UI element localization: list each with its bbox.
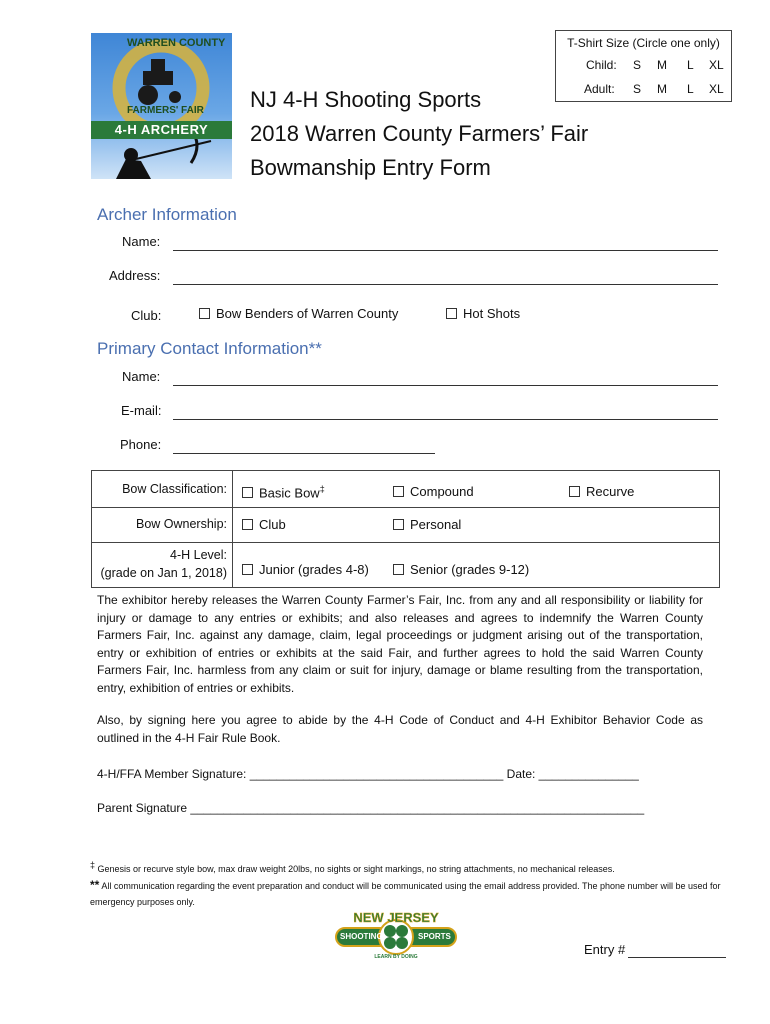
tshirt-header: T-Shirt Size (Circle one only) bbox=[567, 36, 720, 50]
ownership-option-label: Club bbox=[259, 517, 286, 532]
logo-band-text: 4-H ARCHERY bbox=[114, 122, 209, 137]
tshirt-size-option[interactable]: M bbox=[657, 82, 667, 96]
entry-number-field[interactable] bbox=[628, 957, 726, 958]
club-label: Club: bbox=[131, 308, 162, 323]
classification-option-label: Compound bbox=[410, 484, 474, 499]
classification-option-compound[interactable] bbox=[393, 484, 474, 499]
club-option-label: Bow Benders of Warren County bbox=[216, 306, 399, 321]
classification-option-basic-bow[interactable] bbox=[242, 484, 325, 500]
member-signature-line[interactable]: 4-H/FFA Member Signature: ______________________________________ Date: _______________ bbox=[97, 767, 639, 781]
bow-classification-label: Bow Classification: bbox=[122, 482, 227, 496]
code-of-conduct-paragraph: Also, by signing here you agree to abide by the 4-H Code of Conduct and 4-H Exhibitor Behavior Code as outlined in the 4-H Fair Rule Book. bbox=[97, 713, 703, 745]
bow-ownership-label: Bow Ownership: bbox=[135, 517, 227, 531]
logo-ring-bottom: FARMERS' FAIR bbox=[127, 105, 204, 116]
tshirt-size-box bbox=[555, 30, 732, 102]
release-paragraph: The exhibitor hereby releases the Warren County Farmer’s Fair, Inc. from any and all responsibility or liability for injury or damage to any entries or exhibits; and also releases and agrees to indemnify the Warren County Farmers Fair, Inc. against any damage, claim, legal proceedings or judgment arising out of the transportation, entry or exhibition of entries or exhibits at the said Fair, and further agrees to hold the said Warren County Farmers Fair, Inc. harmless from any claim or suit for injury, damage or blame resulting from the transportation, entry, exhibition of entries or exhibits. bbox=[97, 593, 703, 695]
form-title-line1: NJ 4-H Shooting Sports bbox=[250, 87, 482, 112]
level-option-senior[interactable] bbox=[393, 562, 529, 577]
tshirt-size-option[interactable]: S bbox=[633, 58, 642, 72]
contact-phone-label: Phone: bbox=[120, 437, 162, 452]
footnote-mark: ‡ bbox=[90, 860, 96, 870]
archer-name-label: Name: bbox=[122, 234, 161, 249]
tshirt-size-option[interactable]: XL bbox=[709, 82, 724, 96]
contact-phone-field[interactable] bbox=[173, 453, 435, 454]
checkbox-icon[interactable] bbox=[199, 308, 210, 319]
ownership-option-personal[interactable] bbox=[393, 517, 461, 532]
classification-option-recurve[interactable] bbox=[569, 484, 634, 499]
nj-logo-top: NEW JERSEY bbox=[353, 910, 439, 925]
contact-email-field[interactable] bbox=[173, 419, 718, 420]
archer-address-field[interactable] bbox=[173, 284, 718, 285]
ownership-option-club[interactable] bbox=[242, 517, 286, 532]
archer-info-heading: Archer Information bbox=[97, 205, 237, 224]
footnote-1-text: Genesis or recurve style bow, max draw weight 20lbs, no sights or sight markings, no string attachments, no mechanical releases. bbox=[97, 864, 615, 874]
form-title-line3: Bowmanship Entry Form bbox=[250, 155, 491, 180]
level-option-junior[interactable] bbox=[242, 562, 369, 577]
entry-number-label: Entry # bbox=[584, 942, 626, 957]
nj-logo-left: SHOOTING bbox=[340, 932, 383, 941]
archer-address-label: Address: bbox=[109, 268, 161, 283]
checkbox-icon[interactable] bbox=[242, 487, 253, 498]
checkbox-icon[interactable] bbox=[569, 486, 580, 497]
club-option-label: Hot Shots bbox=[463, 306, 521, 321]
contact-name-label: Name: bbox=[122, 369, 161, 384]
nj-logo-right: SPORTS bbox=[418, 932, 451, 941]
table-divider bbox=[92, 542, 719, 543]
classification-option-label: Basic Bow bbox=[259, 485, 320, 501]
club-option-hot-shots[interactable] bbox=[446, 306, 520, 321]
table-divider bbox=[92, 507, 719, 508]
checkbox-icon[interactable] bbox=[393, 486, 404, 497]
footnote-mark: ‡ bbox=[319, 484, 325, 494]
nj-logo-bottom: LEARN BY DOING bbox=[374, 954, 418, 960]
tshirt-row-adult bbox=[556, 82, 731, 98]
tshirt-size-option[interactable]: S bbox=[633, 82, 642, 96]
form-title-line2: 2018 Warren County Farmers’ Fair bbox=[250, 121, 589, 146]
table-divider bbox=[232, 471, 233, 587]
bow-details-table bbox=[91, 470, 720, 588]
tshirt-size-option[interactable]: L bbox=[687, 82, 694, 96]
tshirt-size-option[interactable]: M bbox=[657, 58, 667, 72]
classification-option-label: Recurve bbox=[586, 484, 635, 499]
level-option-label: Junior (grades 4-8) bbox=[259, 562, 369, 577]
contact-name-field[interactable] bbox=[173, 385, 718, 386]
tshirt-row-label: Adult: bbox=[584, 82, 615, 96]
footnote-mark: ** bbox=[90, 878, 100, 892]
footnote-1 bbox=[90, 857, 725, 877]
club-option-bow-benders[interactable] bbox=[199, 306, 398, 321]
contact-info-heading: Primary Contact Information** bbox=[97, 339, 322, 358]
footnote-2-text: All communication regarding the event preparation and conduct will be communicated using the email address provided. The phone number will be used for emergency purposes only. bbox=[90, 881, 721, 907]
tshirt-row-child bbox=[556, 58, 731, 74]
logo-ring-top: WARREN COUNTY bbox=[127, 37, 226, 49]
warren-county-archery-logo bbox=[91, 33, 232, 179]
checkbox-icon[interactable] bbox=[393, 564, 404, 575]
checkbox-icon[interactable] bbox=[242, 564, 253, 575]
level-option-label: Senior (grades 9-12) bbox=[410, 562, 530, 577]
level-label: 4-H Level: bbox=[170, 548, 227, 562]
footnote-2 bbox=[90, 877, 725, 910]
contact-email-label: E-mail: bbox=[121, 403, 162, 418]
tshirt-size-option[interactable]: L bbox=[687, 58, 694, 72]
archer-name-field[interactable] bbox=[173, 250, 718, 251]
tshirt-size-option[interactable]: XL bbox=[709, 58, 724, 72]
nj-shooting-sports-logo bbox=[334, 912, 458, 968]
parent-signature-line[interactable]: Parent Signature ____________________________________________________________________ bbox=[97, 801, 645, 815]
checkbox-icon[interactable] bbox=[446, 308, 457, 319]
ownership-option-label: Personal bbox=[410, 517, 462, 532]
checkbox-icon[interactable] bbox=[393, 519, 404, 530]
tshirt-row-label: Child: bbox=[586, 58, 617, 72]
level-sublabel: (grade on Jan 1, 2018) bbox=[100, 566, 227, 580]
checkbox-icon[interactable] bbox=[242, 519, 253, 530]
